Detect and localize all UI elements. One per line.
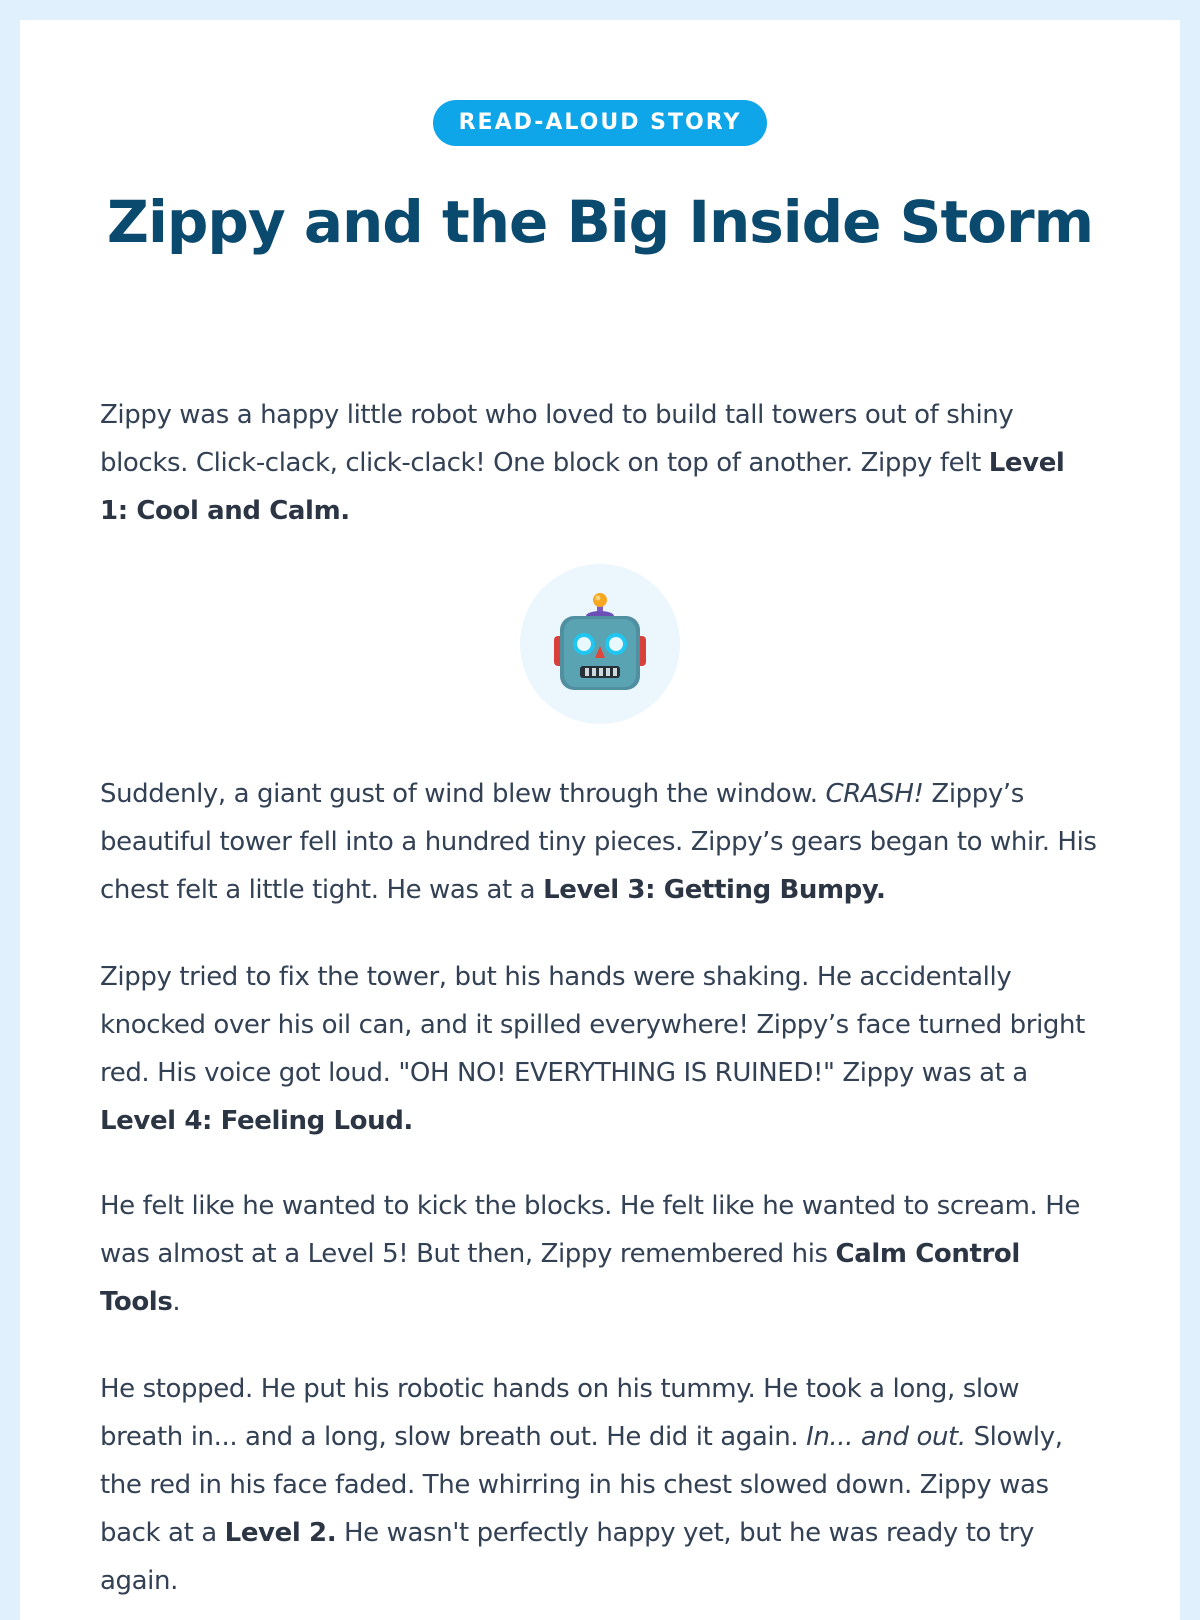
paragraph-text: He wasn't perfectly happy yet, but he was ready to try again. [100, 1518, 1034, 1596]
paragraph-text: Zippy’s beautiful tower fell into a hundred tiny pieces. Zippy’s gears began to whir. His chest felt a little tight. He was at a [100, 779, 1097, 905]
paragraph-text: Zippy was a happy little robot who loved to build tall towers out of shiny blocks. Click-clack, click-clack! One block on top of another. Zippy felt [100, 400, 1014, 478]
calm-tools-label: Calm Control Tools [100, 1239, 1020, 1317]
story-card [20, 20, 1180, 1620]
story-paragraph-4 [100, 1182, 1100, 1326]
paragraph-text: He felt like he wanted to kick the blocks. He felt like he wanted to scream. He was almost at a Level 5! But then, Zippy remembered his [100, 1191, 1081, 1269]
robot-illustration [520, 564, 680, 724]
story-paragraph-1 [100, 391, 1100, 535]
story-paragraph-2 [100, 770, 1100, 914]
sound-effect: CRASH! [825, 779, 924, 809]
story-type-badge: READ-ALOUD STORY [433, 100, 768, 146]
paragraph-text: Suddenly, a giant gust of wind blew through the window. [100, 779, 826, 809]
paragraph-text: Slowly, the red in his face faded. The whirring in his chest slowed down. Zippy was back at a [100, 1422, 1063, 1548]
breathing-cue: In... and out. [806, 1422, 966, 1452]
story-paragraph-3 [100, 953, 1100, 1145]
story-paragraph-5 [100, 1365, 1100, 1605]
emotion-level-label: Level 1: Cool and Calm. [100, 448, 1065, 526]
paragraph-text: He stopped. He put his robotic hands on his tummy. He took a long, slow breath in... and a long, slow breath out. He did it again. [100, 1374, 1020, 1452]
emotion-level-label: Level 3: Getting Bumpy. [543, 875, 886, 905]
robot-face-icon [554, 592, 646, 692]
badge-container [20, 100, 1180, 146]
emotion-level-label: Level 4: Feeling Loud. [100, 1106, 413, 1136]
paragraph-text: Zippy tried to fix the tower, but his hands were shaking. He accidentally knocked over his oil can, and it spilled everywhere! Zippy’s face turned bright red. His voice got loud. "OH NO! EVERYTHING IS RUINED!" Zippy was at a [100, 962, 1085, 1088]
story-title: Zippy and the Big Inside Storm [106, 188, 1094, 256]
emotion-level-label: Level 2. [224, 1518, 337, 1548]
paragraph-text: . [172, 1287, 181, 1317]
